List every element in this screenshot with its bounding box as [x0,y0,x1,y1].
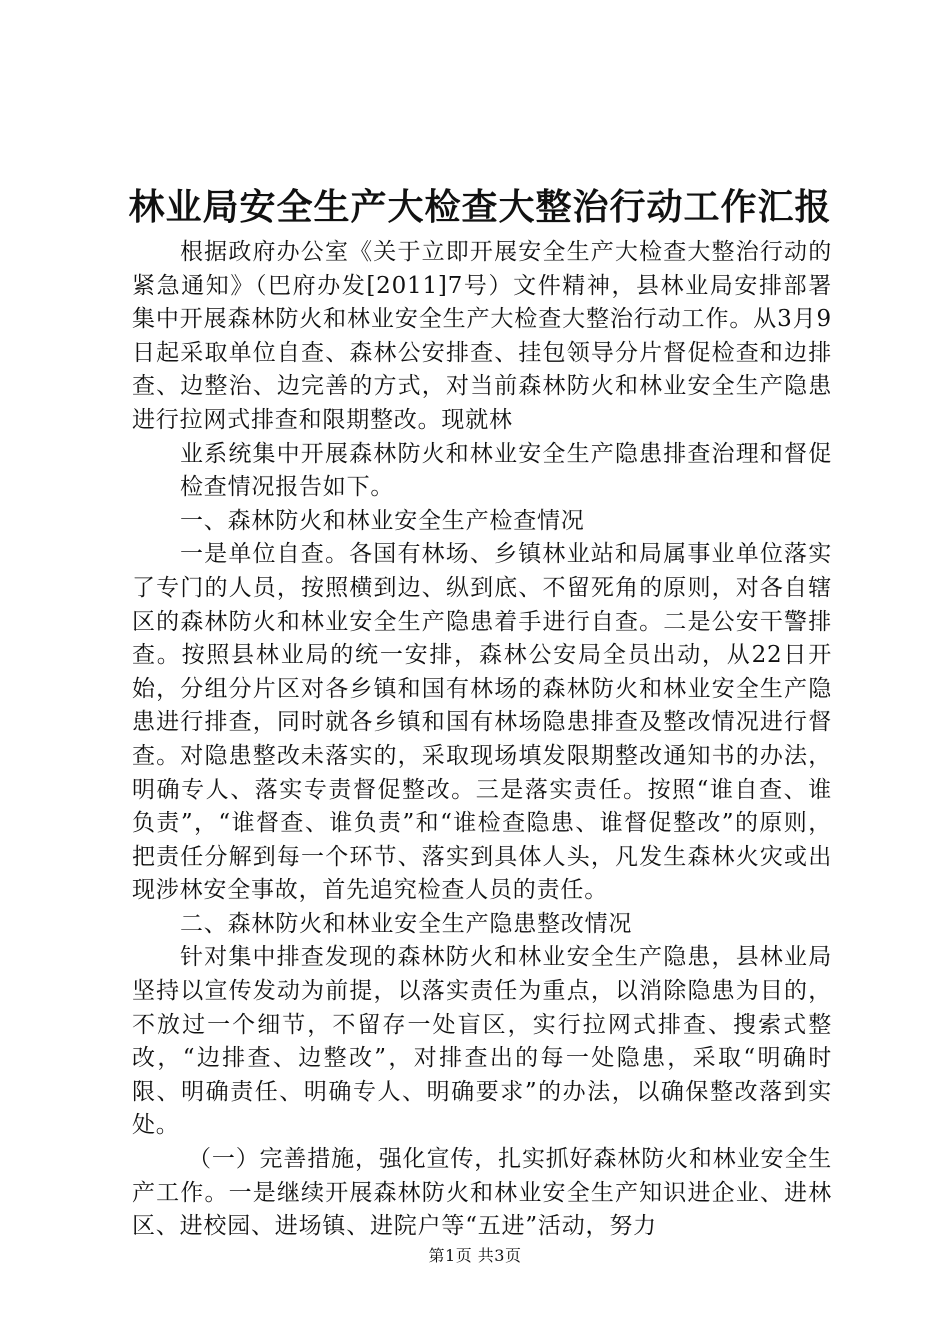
paragraph-section-1: 一是单位自查。各国有林场、乡镇林业站和局属事业单位落实了专门的人员，按照横到边、纵到底、不留死角的原则，对各自辖区的森林防火和林业安全生产隐患着手进行自查。二是公安干警排查。按照县林业局的统一安排，森林公安局全员出动，从22日开始，分组分片区对各乡镇和国有林场的森林防火和林业安全生产隐患进行排查，同时就各乡镇和国有林场隐患排查及整改情况进行督查。对隐患整改未落实的，采取现场填发限期整改通知书的办法，明确专人、落实专责督促整改。三是落实责任。按照“谁自查、谁负责”，“谁督查、谁负责”和“谁检查隐患、谁督促整改”的原则，把责任分解到每一个环节、落实到具体人头，凡发生森林火灾或出现涉林安全事故，首先追究检查人员的责任。 [132,541,832,904]
paragraph-subsection-1: （一）完善措施，强化宣传，扎实抓好森林防火和林业安全生产工作。一是继续开展森林防火和林业安全生产知识进企业、进林区、进校园、进场镇、进院户等“五进”活动，努力 [132,1146,832,1240]
paragraph-intro: 根据政府办公室《关于立即开展安全生产大检查大整治行动的紧急通知》（巴府办发[2011]7号）文件精神，县林业局安排部署集中开展森林防火和林业安全生产大检查大整治行动工作。从3月9日起采取单位自查、森林公安排查、挂包领导分片督促检查和边排查、边整治、边完善的方式，对当前森林防火和林业安全生产隐患进行拉网式排查和限期整改。现就林 [132,239,832,433]
document-title: 林业局安全生产大检查大整治行动工作汇报 [128,186,832,228]
paragraph-section-2: 针对集中排查发现的森林防火和林业安全生产隐患，县林业局坚持以宣传发动为前提，以落实责任为重点，以消除隐患为目的，不放过一个细节，不留存一处盲区，实行拉网式排查、搜索式整改，“边排查、边整改”，对排查出的每一处隐患，采取“明确时限、明确责任、明确专人、明确要求”的办法，以确保整改落到实处。 [132,944,832,1139]
section-heading-1: 一、森林防火和林业安全生产检查情况 [180,507,585,534]
document-body [132,236,832,1244]
paragraph-intro-continued: 业系统集中开展森林防火和林业安全生产隐患排查治理和督促检查情况报告如下。 [180,440,832,501]
page-footer: 第1页 共3页 [428,1246,522,1265]
section-heading-2: 二、森林防火和林业安全生产隐患整改情况 [180,910,633,937]
